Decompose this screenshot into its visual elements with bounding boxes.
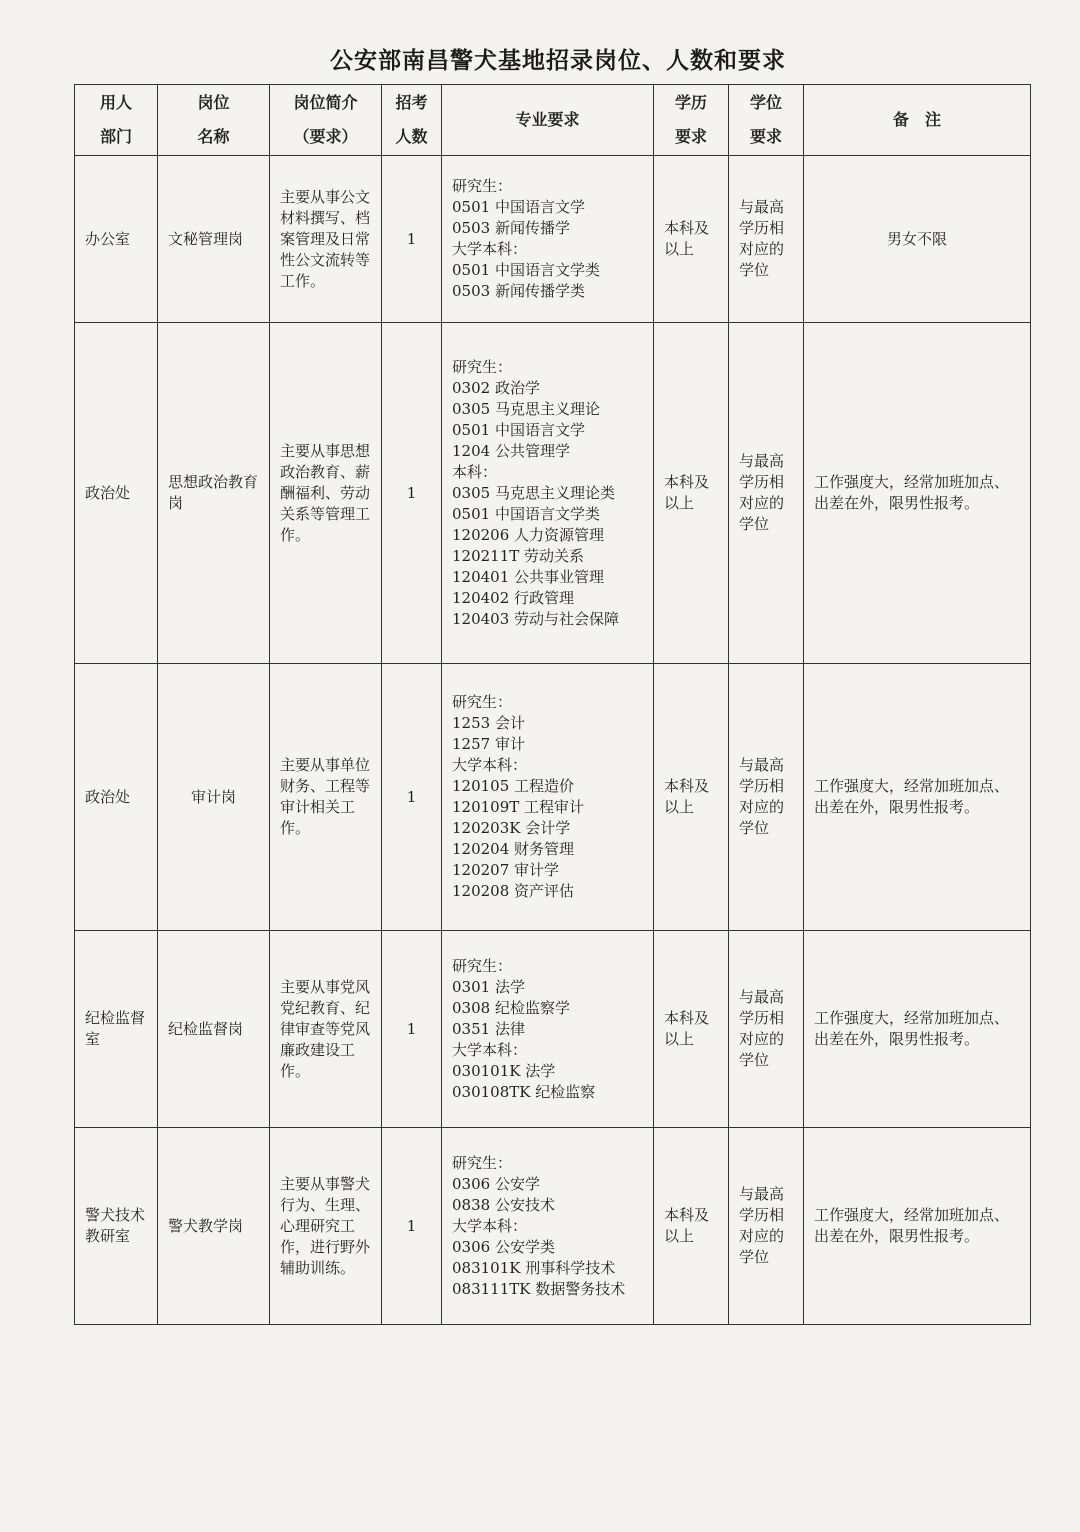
notes-cell: 工作强度大，经常加班加点、出差在外，限男性报考。 xyxy=(804,1128,1031,1325)
major-line: 083111TK 数据警务技术 xyxy=(452,1279,626,1298)
table-row xyxy=(75,1128,1031,1325)
major-line: 0305 马克思主义理论 xyxy=(452,399,600,418)
major-line: 大学本科： xyxy=(452,240,528,258)
major-line: 120204 财务管理 xyxy=(452,840,575,858)
major-line: 120203K 会计学 xyxy=(452,819,571,837)
intro-cell: 主要从事单位财务、工程等审计相关工作。 xyxy=(270,664,382,931)
degree-cell: 与最高学历相对应的学位 xyxy=(729,156,804,323)
intro-cell: 主要从事警犬行为、生理、心理研究工作，进行野外辅助训练。 xyxy=(270,1128,382,1325)
major-line: 120206 人力资源管理 xyxy=(452,525,605,544)
major-line: 030108TK 纪检监察 xyxy=(452,1082,596,1101)
major-line: 120211T 劳动关系 xyxy=(452,546,585,565)
count-cell: 1 xyxy=(382,931,442,1128)
major-cell xyxy=(442,1128,654,1325)
major-line: 1257 审计 xyxy=(452,735,525,753)
major-line: 120402 行政管理 xyxy=(452,588,575,607)
intro-cell: 主要从事思想政治教育、薪酬福利、劳动关系等管理工作。 xyxy=(270,323,382,664)
dept-cell: 政治处 xyxy=(75,323,158,664)
major-line: 0503 新闻传播学类 xyxy=(452,282,585,300)
major-cell xyxy=(442,156,654,323)
major-line: 0501 中国语言文学类 xyxy=(452,504,600,523)
education-cell: 本科及以上 xyxy=(654,931,729,1128)
education-cell: 本科及以上 xyxy=(654,664,729,931)
notes-cell: 工作强度大，经常加班加点、出差在外，限男性报考。 xyxy=(804,931,1031,1128)
major-line: 1204 公共管理学 xyxy=(452,441,570,460)
degree-cell: 与最高学历相对应的学位 xyxy=(729,664,804,931)
header-major: 专业要求 xyxy=(442,85,654,156)
degree-cell: 与最高学历相对应的学位 xyxy=(729,323,804,664)
header-notes: 备 注 xyxy=(804,85,1031,156)
major-line: 120207 审计学 xyxy=(452,861,560,879)
major-line: 0301 法学 xyxy=(452,977,525,996)
major-line: 0503 新闻传播学 xyxy=(452,219,570,237)
table-row xyxy=(75,664,1031,931)
position-cell: 警犬教学岗 xyxy=(158,1128,270,1325)
major-line: 0302 政治学 xyxy=(452,378,540,397)
degree-cell: 与最高学历相对应的学位 xyxy=(729,1128,804,1325)
major-cell xyxy=(442,323,654,664)
major-line: 大学本科： xyxy=(452,1040,528,1059)
major-line: 1253 会计 xyxy=(452,714,525,732)
table-row xyxy=(75,323,1031,664)
major-line: 本科： xyxy=(452,462,498,481)
major-line: 0351 法律 xyxy=(452,1019,525,1038)
major-line: 研究生： xyxy=(452,1153,513,1172)
major-line: 0501 中国语言文学 xyxy=(452,420,585,439)
count-cell: 1 xyxy=(382,156,442,323)
major-line: 120208 资产评估 xyxy=(452,882,575,900)
position-cell: 纪检监督岗 xyxy=(158,931,270,1128)
notes-cell: 工作强度大，经常加班加点、出差在外，限男性报考。 xyxy=(804,323,1031,664)
major-line: 大学本科： xyxy=(452,1216,528,1235)
major-line: 0501 中国语言文学 xyxy=(452,198,585,216)
dept-cell: 警犬技术教研室 xyxy=(75,1128,158,1325)
major-line: 083101K 刑事科学技术 xyxy=(452,1258,616,1277)
major-line: 研究生： xyxy=(452,357,513,376)
header-intro: 岗位简介 （要求） xyxy=(270,85,382,156)
education-cell: 本科及以上 xyxy=(654,156,729,323)
recruitment-table xyxy=(74,84,1031,1325)
major-line: 0306 公安学 xyxy=(452,1174,540,1193)
major-line: 030101K 法学 xyxy=(452,1061,556,1080)
education-cell: 本科及以上 xyxy=(654,1128,729,1325)
intro-cell: 主要从事党风党纪教育、纪律审查等党风廉政建设工作。 xyxy=(270,931,382,1128)
table-row xyxy=(75,931,1031,1128)
table-row xyxy=(75,156,1031,323)
major-line: 0308 纪检监察学 xyxy=(452,998,570,1017)
major-line: 大学本科： xyxy=(452,756,528,774)
major-cell xyxy=(442,931,654,1128)
major-line: 120401 公共事业管理 xyxy=(452,567,605,586)
position-cell: 思想政治教育岗 xyxy=(158,323,270,664)
count-cell: 1 xyxy=(382,664,442,931)
header-education: 学历 要求 xyxy=(654,85,729,156)
header-degree: 学位 要求 xyxy=(729,85,804,156)
dept-cell: 办公室 xyxy=(75,156,158,323)
major-line: 研究生： xyxy=(452,177,513,195)
notes-cell: 男女不限 xyxy=(804,156,1031,323)
table-header-row xyxy=(75,85,1031,156)
education-cell: 本科及以上 xyxy=(654,323,729,664)
major-line: 120403 劳动与社会保障 xyxy=(452,609,620,628)
degree-cell: 与最高学历相对应的学位 xyxy=(729,931,804,1128)
notes-cell: 工作强度大，经常加班加点、出差在外，限男性报考。 xyxy=(804,664,1031,931)
major-line: 0501 中国语言文学类 xyxy=(452,261,600,279)
header-dept: 用人 部门 xyxy=(75,85,158,156)
header-count: 招考 人数 xyxy=(382,85,442,156)
major-line: 研究生： xyxy=(452,956,513,975)
intro-cell: 主要从事公文材料撰写、档案管理及日常性公文流转等工作。 xyxy=(270,156,382,323)
dept-cell: 政治处 xyxy=(75,664,158,931)
position-cell: 审计岗 xyxy=(158,664,270,931)
dept-cell: 纪检监督室 xyxy=(75,931,158,1128)
major-line: 120109T 工程审计 xyxy=(452,798,585,816)
major-line: 0838 公安技术 xyxy=(452,1195,555,1214)
count-cell: 1 xyxy=(382,1128,442,1325)
position-cell: 文秘管理岗 xyxy=(158,156,270,323)
major-cell xyxy=(442,664,654,931)
major-line: 0305 马克思主义理论类 xyxy=(452,483,615,502)
count-cell: 1 xyxy=(382,323,442,664)
major-line: 120105 工程造价 xyxy=(452,777,575,795)
header-position: 岗位 名称 xyxy=(158,85,270,156)
major-line: 0306 公安学类 xyxy=(452,1237,555,1256)
major-line: 研究生： xyxy=(452,693,513,711)
page-title: 公安部南昌警犬基地招录岗位、人数和要求 xyxy=(330,48,786,74)
